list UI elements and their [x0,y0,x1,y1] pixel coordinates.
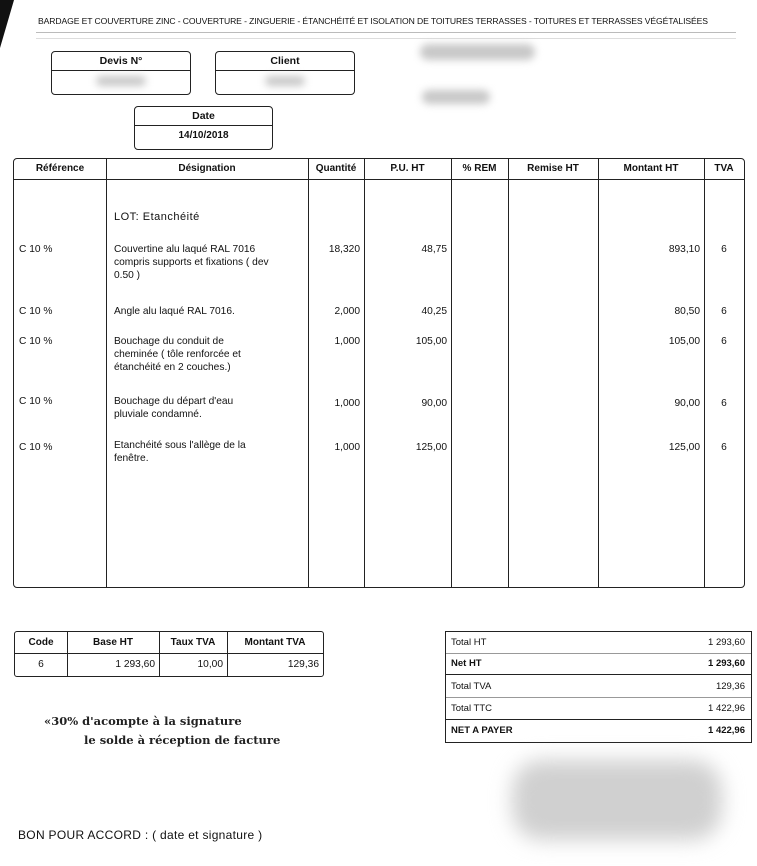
header-divider-2 [36,38,736,39]
lot-label: LOT: Etanchéité [114,211,200,223]
row1-tva: 6 [721,244,727,255]
tva-montant: 129,36 [287,659,319,670]
row5-qty: 1,000 [334,442,360,453]
header-remise-ht: Remise HT [527,163,579,174]
row3-pu: 105,00 [415,336,447,347]
net-ht-label: Net HT [451,658,482,669]
date-box [134,106,273,150]
table-header-line [14,179,744,180]
tva-header-taux: Taux TVA [170,637,216,648]
tva-taux: 10,00 [197,659,223,670]
net-payer-value: 1 422,96 [708,725,745,736]
total-ttc-label: Total TTC [451,703,493,714]
stamp-line-1: «30% d'acompte à la signature [44,714,242,728]
row1-montant: 893,10 [668,244,700,255]
total-tva-label: Total TVA [451,681,492,692]
row3-montant: 105,00 [668,336,700,347]
row2-ref: C 10 % [19,306,53,317]
tva-base: 1 293,60 [115,659,155,670]
row2-designation: Angle alu laqué RAL 7016. [114,306,235,317]
row5-montant: 125,00 [668,442,700,453]
row4-designation: Bouchage du départ d'eau pluviale condamné. [114,396,234,420]
client-box [215,51,355,95]
row4-qty: 1,000 [334,398,360,409]
row5-ref: C 10 % [19,442,53,453]
row1-pu: 48,75 [421,244,447,255]
row5-designation: Etanchéité sous l'allège de la fenêtre. [114,440,246,464]
row2-pu: 40,25 [421,306,447,317]
redacted-devis-number [96,76,146,86]
total-ht-row [446,632,751,654]
redacted-address [420,44,535,60]
redacted-signature-stamp [512,760,722,840]
total-tva-row [446,676,751,698]
bon-pour-accord: BON POUR ACCORD : ( date et signature ) [18,828,263,842]
row3-ref: C 10 % [19,336,53,347]
row2-montant: 80,50 [674,306,700,317]
row4-montant: 90,00 [674,398,700,409]
redacted-client [265,76,305,86]
row4-ref: C 10 % [19,396,53,407]
date-label: Date [135,107,272,126]
net-payer-row [446,720,751,741]
header-montant-ht: Montant HT [623,163,679,174]
row3-designation: Bouchage du conduit de cheminée ( tôle renforcée et étanchéité en 2 couches.) [114,336,241,373]
net-ht-row [446,653,751,675]
redacted-name [422,90,490,104]
company-services: BARDAGE ET COUVERTURE ZINC - COUVERTURE - ZINGUERIE - ÉTANCHÉITÉ ET ISOLATION DE TOITURES TERRASSES - TOITURES ET TERRASSES VÉGÉTALISÉES [38,16,708,26]
row1-designation: Couvertine alu laqué RAL 7016 compris supports et fixations ( dev 0.50 ) [114,244,269,281]
tva-table [14,631,324,677]
items-table [13,158,745,588]
tva-header-base: Base HT [92,637,133,648]
header-divider [36,32,736,33]
header-quantite: Quantité [315,163,357,174]
row4-tva: 6 [721,398,727,409]
row3-qty: 1,000 [334,336,360,347]
total-ttc-value: 1 422,96 [708,703,745,714]
row4-pu: 90,00 [421,398,447,409]
stamp-line-2: le solde à réception de facture [84,733,281,747]
corner-mark [0,0,14,48]
row2-tva: 6 [721,306,727,317]
client-label: Client [216,52,354,71]
row5-pu: 125,00 [415,442,447,453]
header-tva: TVA [714,163,734,174]
row2-qty: 2,000 [334,306,360,317]
net-ht-value: 1 293,60 [708,658,745,669]
row5-tva: 6 [721,442,727,453]
header-designation: Désignation [178,163,236,174]
tva-code: 6 [38,659,44,670]
net-payer-label: NET A PAYER [451,725,513,736]
total-ht-value: 1 293,60 [708,637,745,648]
devis-label: Devis N° [52,52,190,71]
header-pu-ht: P.U. HT [390,163,425,174]
devis-box [51,51,191,95]
row1-qty: 18,320 [328,244,360,255]
tva-header-code: Code [28,637,54,648]
total-tva-value: 129,36 [715,681,745,692]
header-reference: Référence [35,163,85,174]
tva-header-montant: Montant TVA [244,637,306,648]
total-ttc-row [446,698,751,720]
total-ht-label: Total HT [451,637,487,648]
date-value: 14/10/2018 [178,130,229,141]
header-rem: % REM [462,163,497,174]
totals-box [445,631,752,743]
row3-tva: 6 [721,336,727,347]
row1-ref: C 10 % [19,244,53,255]
